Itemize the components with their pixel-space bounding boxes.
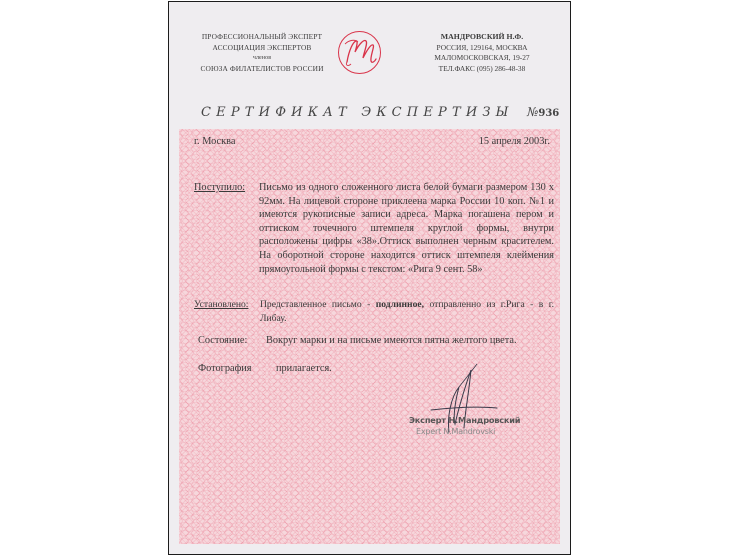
- certificate-number: 936: [538, 108, 560, 119]
- received-text: Письмо из одного сложенного листа белой бумаги размером 130 х 92мм. На лицевой стороне приклеена марка России 10 коп. №1 и имеются рукописные записи адреса. Марка погашена пером и оттиском точечного штемпеля круглой формы, внутри расположены цифры «38».Оттиск выполнен черным красителем. На оборотной стороне находится оттиск штемпеля клеймения прямоугольной формы с текстом: «Рига 9 сент. 58»: [259, 182, 554, 275]
- issue-date: 15 апреля 2003г.: [478, 136, 550, 147]
- condition-text: Вокруг марки и на письме имеются пятна желтого цвета.: [266, 335, 517, 346]
- address-line: МАЛОМОСКОВСКАЯ, 19-27: [434, 53, 530, 62]
- phone-fax: ТЕЛ.ФАКС (095) 286-48-38: [438, 63, 526, 73]
- certificate-title: [201, 105, 561, 120]
- monogram-logo-icon: [337, 30, 382, 75]
- established-text-before: Представленное письмо -: [260, 299, 376, 310]
- letterhead-left-line: ПРОФЕССИОНАЛЬНЫЙ ЭКСПЕРТ: [201, 32, 323, 41]
- established-text: [260, 298, 554, 325]
- expert-name: МАНДРОВСКИЙ Н.Ф.: [440, 32, 524, 41]
- letterhead-left-line: АССОЦИАЦИЯ ЭКСПЕРТОВ: [212, 42, 312, 52]
- number-sign: №: [527, 105, 539, 119]
- condition-label: Состояние:: [198, 335, 248, 346]
- established-label: Установлено:: [194, 299, 249, 310]
- received-label: Поступило:: [194, 182, 246, 193]
- issue-place: г. Москва: [194, 136, 236, 147]
- title-text: СЕРТИФИКАТ ЭКСПЕРТИЗЫ: [201, 105, 514, 120]
- condition-section: [198, 334, 558, 348]
- letterhead-left: [187, 32, 337, 74]
- signature-icon: [419, 362, 529, 437]
- expert-stamp-ru: Эксперт Н.Мандровский: [409, 415, 521, 425]
- letterhead-right: [407, 32, 557, 74]
- expert-stamp-en: Expert N.Mandrovski: [416, 427, 496, 436]
- established-section: [194, 298, 554, 325]
- authentic-verdict: подлинное,: [375, 299, 425, 310]
- address-line: РОССИЯ, 129164, МОСКВА: [436, 42, 528, 52]
- certificate-sheet: [168, 1, 571, 555]
- received-section: [194, 181, 554, 276]
- photo-label: Фотография: [198, 363, 252, 374]
- established-text-after: отправленно из г.Рига - в г. Либау.: [260, 299, 554, 324]
- photo-text: прилагается.: [276, 363, 332, 374]
- letterhead: [169, 2, 570, 102]
- letterhead-left-line: СОЮЗА ФИЛАТЕЛИСТОВ РОССИИ: [200, 63, 324, 73]
- letterhead-left-line: членов: [252, 55, 272, 61]
